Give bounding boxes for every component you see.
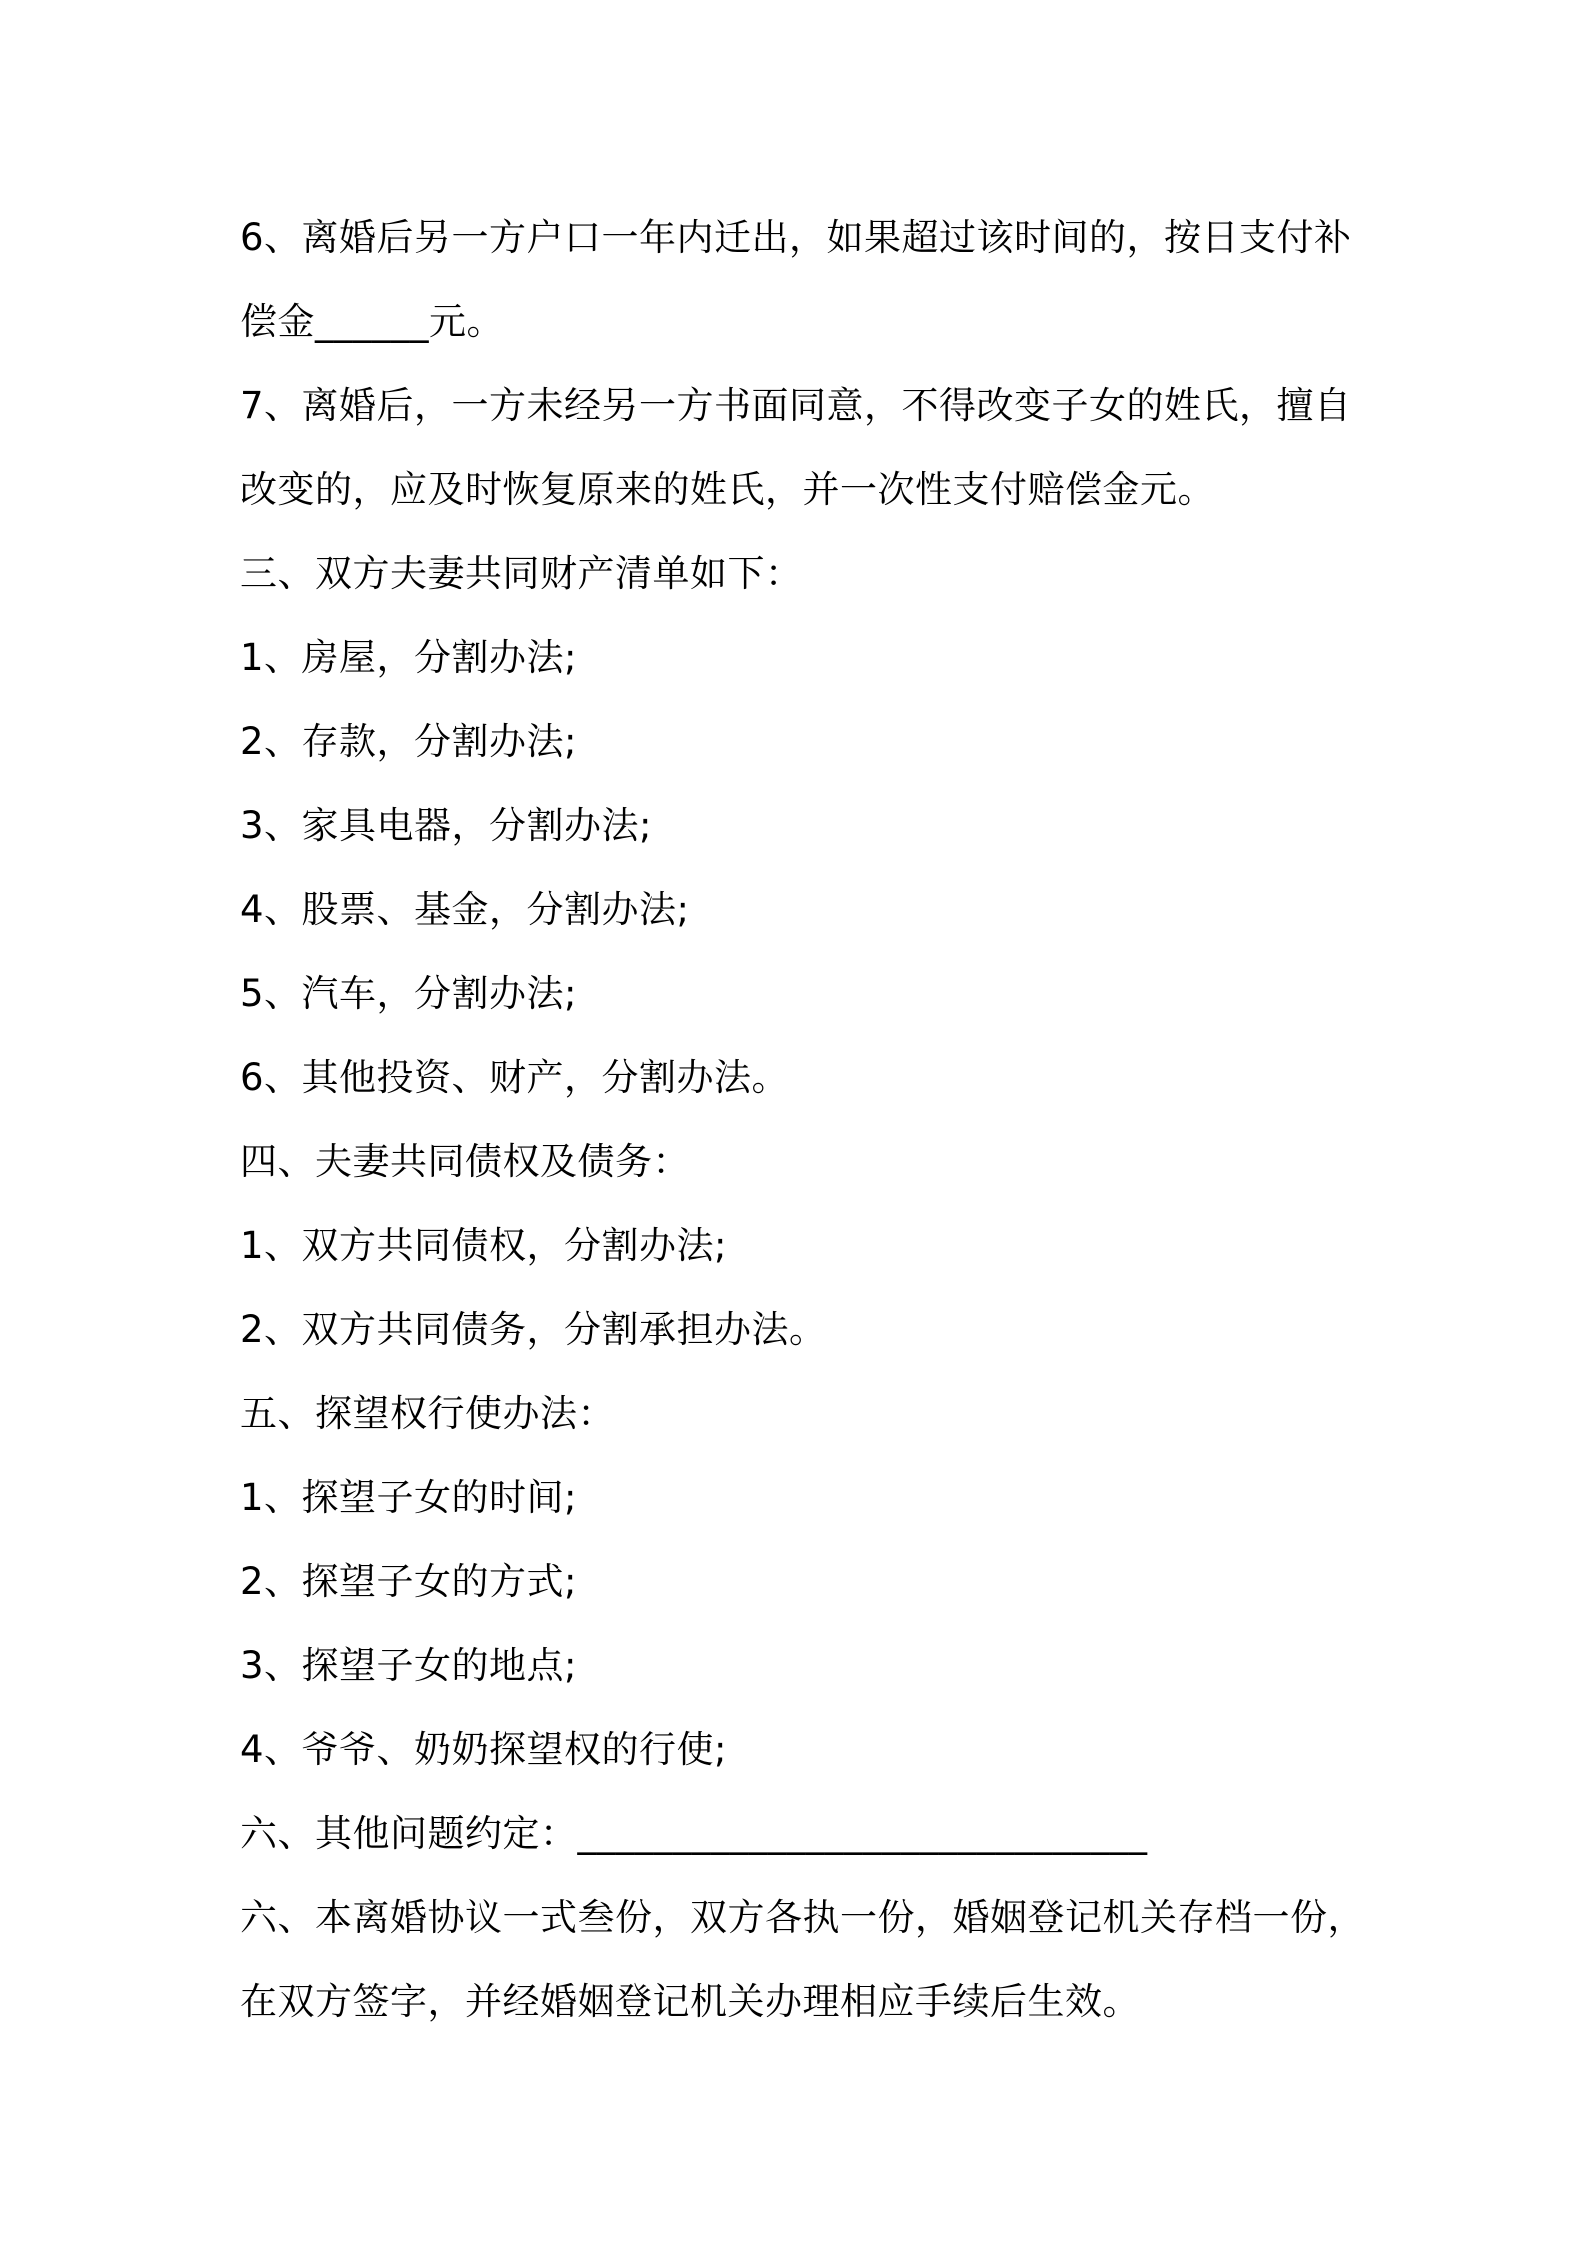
paragraph-line: 六、本离婚协议一式叁份，双方各执一份，婚姻登记机关存档一份， [240,1896,1365,1939]
list-item: 2、探望子女的方式; [240,1560,578,1603]
section-heading: 三、双方夫妻共同财产清单如下： [240,552,803,595]
paragraph-line: 7、离婚后，一方未经另一方书面同意，不得改变子女的姓氏，擅自 [240,384,1352,427]
list-item: 1、房屋，分割办法; [240,636,578,679]
section-heading: 五、探望权行使办法： [240,1392,615,1435]
document-body [240,196,1365,2044]
list-item: 5、汽车，分割办法; [240,972,578,1015]
list-item: 2、存款，分割办法; [240,720,578,763]
section-heading: 六、其他问题约定：______________________________ [240,1812,1148,1855]
list-item: 3、家具电器，分割办法; [240,804,653,847]
list-item: 1、双方共同债权，分割办法; [240,1224,728,1267]
list-item: 6、其他投资、财产，分割办法。 [240,1056,790,1099]
paragraph-line: 在双方签字，并经婚姻登记机关办理相应手续后生效。 [240,1980,1140,2023]
list-item: 4、爷爷、奶奶探望权的行使; [240,1728,728,1771]
list-item: 4、股票、基金，分割办法; [240,888,690,931]
list-item: 2、双方共同债务，分割承担办法。 [240,1308,827,1351]
paragraph-line: 6、离婚后另一方户口一年内迁出，如果超过该时间的，按日支付补 [240,216,1352,259]
paragraph-line: 改变的，应及时恢复原来的姓氏，并一次性支付赔偿金元。 [240,468,1215,511]
list-item: 3、探望子女的地点; [240,1644,578,1687]
paragraph-line: 偿金______元。 [240,300,504,343]
section-heading: 四、夫妻共同债权及债务： [240,1140,690,1183]
list-item: 1、探望子女的时间; [240,1476,578,1519]
